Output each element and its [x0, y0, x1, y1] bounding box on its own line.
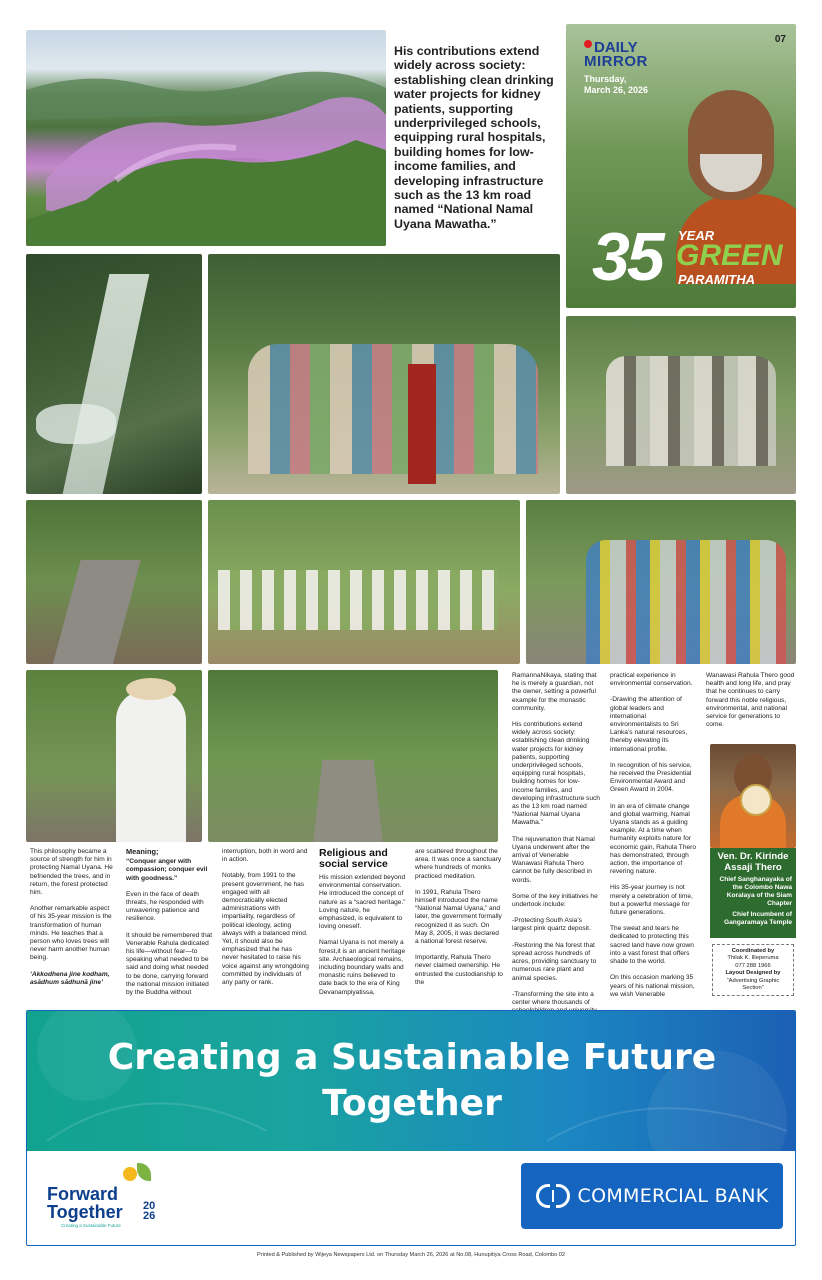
article-column-1	[30, 848, 116, 995]
campaign-tagline: Creating a Sustainable Future	[61, 1223, 121, 1228]
paragraph: Namal Uyana is not merely a forest,it is an ancient heritage site. Archaeological remains, including boundary walls and monastic ruins believed to date back to the era of King Devanampiyatissa,	[319, 939, 406, 996]
daily-mirror-logo	[584, 40, 648, 69]
profile-title-2: Chief Incumbent of Gangaramaya Temple	[723, 911, 792, 926]
paragraph: It should be remembered that Venerable Rahula dedicated his life—without fear—to speaking what needed to be said and doing what needed to be done, carrying forward the national mission initiated by the Buddha without	[126, 931, 213, 997]
bank-name: COMMERCIAL BANK	[577, 1185, 769, 1207]
advert-headline-line2: Together	[322, 1083, 502, 1124]
paragraph: are scattered throughout the area. It was once a sanctuary where hundreds of monks practiced meditation.	[415, 848, 502, 880]
paragraph: Importantly, Rahula Thero never claimed ownership. He entrusted the custodianship to the	[415, 954, 503, 986]
credits-line: Thilak K. Illeperuma	[727, 955, 779, 962]
profile-title-1: Chief Sanghanayaka of the Colombo Nawa Koralaya of the Siam Chapter	[719, 876, 792, 907]
campaign-year-top: 20	[143, 1200, 156, 1212]
profile-caption	[710, 848, 796, 938]
walking-path-photo	[26, 500, 202, 664]
profile-portrait	[710, 744, 796, 848]
paragraph: The sweat and tears he dedicated to protecting this sacred land have now grown into a vast forest that offers shade to the world.	[610, 925, 694, 966]
issue-day: Thursday,	[584, 74, 627, 84]
advert-headline-line1: Creating a Sustainable Future	[107, 1037, 717, 1078]
article-column-6	[512, 672, 600, 1032]
paragraph: The rejuvenation that Namal Uyana underwent after the arrival of Venerable Wanawasi Rahula Thero cannot be fully described in words.	[512, 835, 595, 884]
woman-visitor-photo	[26, 670, 202, 842]
waterfall-photo	[26, 254, 202, 494]
article-column-8	[706, 672, 796, 737]
group-photo-with-monk	[208, 254, 560, 494]
credits-line: Coordinated by	[731, 948, 775, 954]
paragraph: His 35-year journey is not merely a celebration of time, but a powerful message for future generations.	[610, 884, 693, 917]
section-heading: Religious and social service	[319, 847, 388, 870]
profile-name: Ven. Dr. Kirinde Assaji Thero	[717, 851, 789, 873]
credits-line: “Advertising Graphic Section”	[726, 977, 780, 992]
article-column-5	[415, 848, 503, 995]
visitors-group-photo	[566, 316, 796, 494]
paragraph: Even in the face of death threats, he responded with unwavering patience and resilience.	[126, 890, 204, 923]
advert-banner-background	[27, 1011, 796, 1151]
article-column-4	[319, 848, 407, 1005]
paragraph: In 1991, Rahula Thero himself introduced the name “National Namal Uyana,” and later, the government formally recognized it as such. On May 8, 2005, it was declared a national forest reserve.	[415, 888, 502, 946]
paragraph: -Transforming the site into a center where thousands of	[512, 990, 594, 1006]
forward-together-logo	[47, 1163, 197, 1239]
paragraph: -Restoring the Na forest that spread across hundreds of acres, providing sanctuary to numerous rare plant and animal species.	[512, 941, 597, 982]
commercial-bank-logo	[521, 1163, 783, 1229]
campaign-word-2: Together	[47, 1202, 123, 1222]
pull-quote: His contributions extend widely across society: establishing clean drinking water projects for kidney patients, supporting underprivileged schools, equipping rural hospitals, building homes for low-income families, and developing infrastructure such as the 13 km road named “National Namal Uyana Mawatha.”	[394, 44, 554, 231]
paragraph: Wanawasi Rahula Thero good health and long life, and pray that he continues to carry forward this noble religious, environmental, and national service for generations to come.	[706, 672, 795, 729]
paragraph: interruption, both in word and in action.	[222, 848, 308, 864]
article-column-2	[126, 848, 214, 1005]
paragraph: On this occasion marking 35 years of his national mission, we wish Venerable	[610, 974, 695, 998]
paragraph: His mission extended beyond environmental conservation. He introduced the concept of nature as a “sacred heritage.” Loving nature, he emphasized, is equivalent to loving oneself.	[319, 874, 406, 931]
anniversary-green-word: GREEN	[676, 239, 783, 272]
meaning-label: Meaning;	[126, 847, 159, 856]
paragraph: -Protecting South Asia’s largest pink quartz deposit.	[512, 917, 591, 933]
logo-daily: DAILY	[594, 39, 638, 56]
article-column-3	[222, 848, 310, 995]
forest-aerial-photo	[26, 30, 386, 246]
campaign-year-bottom: 26	[143, 1210, 156, 1222]
monk-portrait	[656, 84, 796, 264]
imprint-footer: Printed & Published by Wijeya Newspapers Ltd. on Thursday March 26, 2026 at No.08, Hunupitiya Cross Road, Colombo 02	[256, 1252, 566, 1258]
page-number: 07	[774, 34, 786, 45]
forest-trail-photo	[208, 670, 498, 842]
monks-procession-photo	[208, 500, 520, 664]
sun-leaf-icon	[123, 1163, 157, 1185]
paragraph: practical experience in environmental conservation.	[610, 672, 693, 688]
article-column-7	[610, 672, 698, 1007]
paragraph: Some of the key initiatives he undertook include:	[512, 892, 598, 909]
credits-line: Layout Designed by	[725, 970, 781, 977]
pali-verse: ‘Akkodhena jine kodham, asādhum sādhunā jine’	[30, 970, 110, 986]
aerial-landscape-graphic	[26, 30, 386, 246]
meaning-quote: “Conquer anger with compassion; conquer evil with goodness.”	[126, 858, 208, 882]
credits-line: 077 288 1966	[735, 962, 771, 969]
anniversary-paramitha-word: PARAMITHA	[678, 272, 756, 287]
paragraph: Another remarkable aspect of his 35-year mission is the transformation of human minds. He teaches that a person who loves trees will never harm another human being.	[30, 905, 112, 962]
masthead-panel	[566, 24, 796, 308]
anniversary-year-word: YEAR	[678, 228, 715, 243]
credits-box	[712, 944, 794, 996]
paragraph: In an era of climate change and global warming, Namal Uyana stands as a guiding example. At a time when humanity exploits nature for economic gain, Rahula Thero has demonstrated, through action, the importance of revering nature.	[610, 802, 697, 876]
leaf-pattern-graphic	[27, 1011, 796, 1151]
commercial-bank-advert	[26, 1010, 796, 1246]
children-walk-photo	[526, 500, 796, 664]
anniversary-number: 35	[592, 219, 662, 295]
paragraph: This philosophy became a source of strength for him in protecting Namal Uyana. He befriended the trees, and in return, the forest protected him.	[30, 848, 113, 897]
paragraph: RamannaNikaya, stating that he is merely a guardian, not the owner, setting a powerful example for the monastic community.	[512, 672, 597, 712]
paragraph: In recognition of his service, he received the Presidential Environmental Award and Green Award in 2004.	[610, 761, 692, 794]
paragraph: -Drawing the attention of global leaders and international environmentalists to Sri Lanka’s natural resources, thereby elevating its international profile.	[610, 696, 688, 753]
logo-mirror: MIRROR	[584, 53, 648, 70]
issue-date: March 26, 2026	[584, 85, 649, 95]
bank-emblem-icon	[536, 1184, 570, 1208]
paragraph: Notably, from 1991 to the present government, he has engaged with all democratically elected administrations with impartiality, regardless of political ideology, acting always with a balanced mind. Yet, it should also be emphasized that he has never hesitated to raise his voice against any wrongdoing committed by individuals of any party or rank.	[222, 872, 309, 987]
paragraph: His contributions extend widely across society: establishing clean drinking water projects for kidney patients, supporting underprivileged schools, equipping rural hospitals, building homes for low-income families, and developing infrastructure such as the 13 km road named “National Namal Uyana Mawatha.”	[512, 721, 600, 827]
campaign-word-1: Forward	[47, 1184, 119, 1204]
